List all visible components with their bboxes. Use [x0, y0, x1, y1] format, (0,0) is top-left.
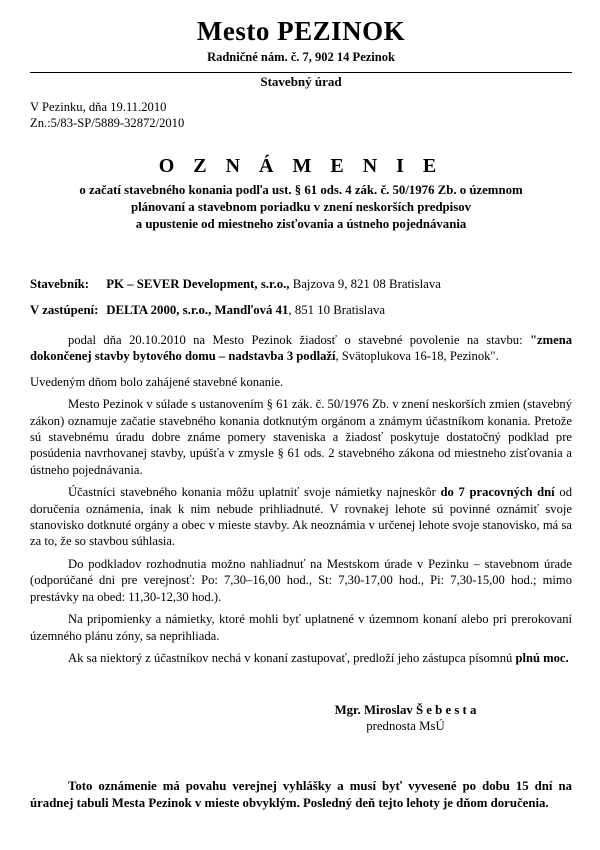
document-meta	[30, 99, 572, 131]
signature-name: Mgr. Miroslav Š e b e s t a	[334, 703, 477, 718]
paragraph-office-hours: Do podkladov rozhodnutia možno nahliadnuť na Mestskom úrade v Pezinku – stavebnom úrade (odporúčané dni pre verejnosť: Po: 7,30–16,00 hod., St: 7,30-17,00 hod., Pi: 7,30-15,00 hod.; mimo prestávky na obed: 11,30-12,30 hod.).	[30, 556, 572, 604]
subtitle-line-2: plánovaní a stavebnom poriadku v znení neskorších predpisov	[130, 200, 472, 214]
builder-row	[30, 277, 572, 292]
power-of-attorney-text: plnú moc.	[515, 650, 569, 665]
representative-row	[30, 303, 572, 318]
construction-name: "zmena dokončenej stavby bytového domu – nadstavba 3 podlaží	[30, 333, 572, 364]
builder-address: Bajzova 9, 821 08 Bratislava	[289, 277, 441, 291]
public-notice-paragraph: Toto oznámenie má povahu verejnej vyhlášky a musí byť vyvesené po dobu 15 dní na úradnej tabuli Mesta Pezinok v mieste obvyklým. Posledný deň tejto lehoty je dňom doručenia.	[30, 779, 572, 810]
paragraph-objections: Účastníci stavebného konania môžu uplatniť svoje námietky najneskôr do 7 pracovných dní od doručenia oznámenia, inak k nim nebude prihliadnuté. V rovnakej lehote sú povinné oznámiť svoje stanovisko dotknuté orgány a obec v mieste stavby. Ak neoznámia v určenej lehote svoje stanovisko, má sa za to, že so stavbou súhlasia.	[30, 485, 572, 549]
representative-name: DELTA 2000, s.r.o., Mandľová 41	[106, 303, 289, 317]
department-name: Stavebný úrad	[260, 74, 342, 89]
paragraph-announcement: Mesto Pezinok v súlade s ustanovením § 61 zák. č. 50/1976 Zb. v znení neskorších zmien (stavebný zákon) oznamuje začatie stavebného konania dotknutým orgánom a známym účastníkom konania. Pretože sú stavebnému úradu dobre známe pomery staveniska a žiadosť poskytuje dostatočný podklad pre posúdenia navrhovanej stavby, upúšťa v zmysle § 61 ods. 2 stavebného zákona od miestneho zisťovania a ústneho pojednávania.	[30, 397, 572, 477]
paragraph-proceeding-started: Uvedeným dňom bolo zahájené stavebné konanie.	[30, 374, 284, 389]
signature-role: prednosta MsÚ	[366, 719, 445, 734]
header-divider	[30, 72, 572, 73]
reference-number-line: Zn.:5/83-SP/5889-32872/2010	[30, 116, 185, 130]
paragraph-representation: Ak sa niektorý z účastníkov nechá v konaní zastupovať, predloží jeho zástupca písomnú plnú moc.	[68, 650, 569, 665]
signature-block	[328, 702, 483, 734]
builder-label: Stavebník:	[30, 277, 90, 291]
parties-section	[30, 277, 572, 318]
subtitle-line-3: a upustenie od miestneho zisťovania a ústneho pojednávania	[135, 217, 467, 231]
representative-label: V zastúpení:	[30, 303, 99, 317]
subtitle-line-1: o začatí stavebného konania podľa ust. § 61 ods. 4 zák. č. 50/1976 Zb. o územnom	[79, 183, 523, 197]
city-title: Mesto PEZINOK	[196, 16, 406, 46]
notice-subtitle	[30, 182, 572, 233]
document-body	[30, 332, 572, 666]
representative-address: , 851 10 Bratislava	[288, 303, 386, 317]
paragraph-disregarded-remarks: Na pripomienky a námietky, ktoré mohli byť uplatnené v územnom konaní alebo pri prerokovaní územného plánu zóny, sa neprihliada.	[30, 612, 572, 643]
builder-name: PK – SEVER Development, s.r.o.,	[106, 277, 290, 291]
notice-title: O Z N Á M E N I E	[158, 155, 444, 177]
paragraph-application: podal dňa 20.10.2010 na Mesto Pezinok žiadosť o stavebné povolenie na stavbu: "zmena dokončenej stavby bytového domu – nadstavba 3 podlaží, Svätoplukova 16-18, Pezinok".	[30, 333, 572, 364]
city-address: Radničné nám. č. 7, 902 14 Pezinok	[207, 50, 395, 64]
notice-heading	[30, 155, 572, 233]
place-date-line: V Pezinku, dňa 19.11.2010	[30, 100, 167, 114]
deadline-text: do 7 pracovných dní	[440, 485, 555, 500]
